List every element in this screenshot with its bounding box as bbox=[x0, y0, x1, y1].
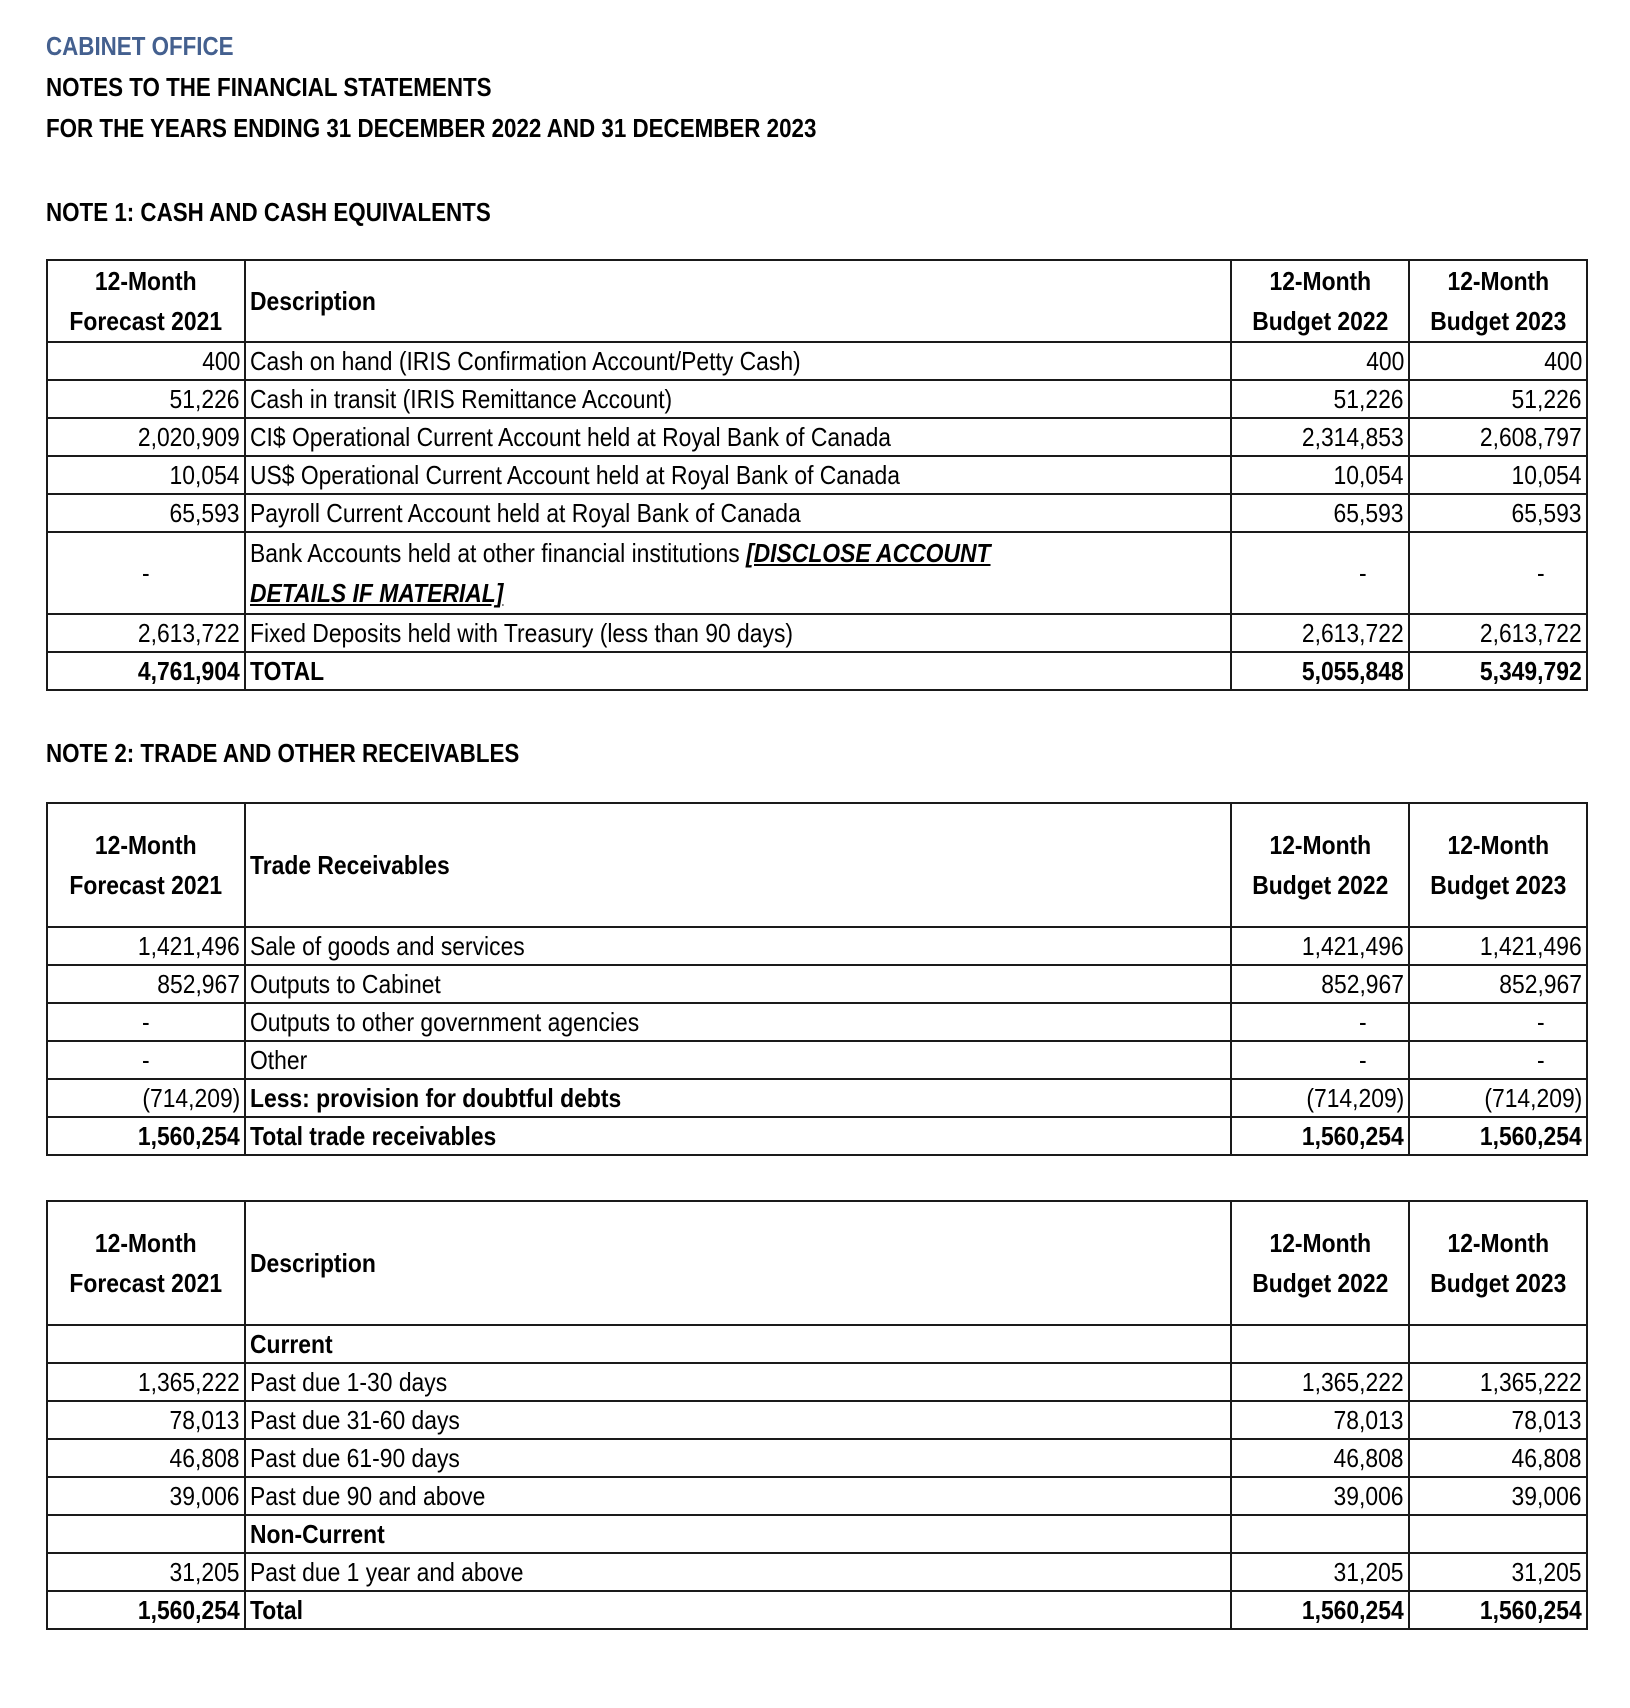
cell-empty bbox=[1231, 1515, 1409, 1553]
table-header-row bbox=[47, 1201, 1587, 1325]
cell-forecast: 400 bbox=[47, 342, 245, 380]
cell-total-label: TOTAL bbox=[245, 652, 1231, 690]
table-row bbox=[47, 1477, 1587, 1515]
cell-budget-2023-total: 1,560,254 bbox=[1409, 1117, 1587, 1155]
cell-budget-2022: 2,613,722 bbox=[1231, 614, 1409, 652]
cell-budget-2022-total: 1,560,254 bbox=[1231, 1117, 1409, 1155]
cell-budget-2022: 852,967 bbox=[1231, 965, 1409, 1003]
cell-forecast: 852,967 bbox=[47, 965, 245, 1003]
cell-forecast: 46,808 bbox=[47, 1439, 245, 1477]
cash-equivalents-table bbox=[46, 259, 1588, 691]
cell-budget-2022: 51,226 bbox=[1231, 380, 1409, 418]
cell-forecast-total: 1,560,254 bbox=[47, 1591, 245, 1629]
cell-budget-2023: 78,013 bbox=[1409, 1401, 1587, 1439]
cell-budget-2023: 852,967 bbox=[1409, 965, 1587, 1003]
cell-description: Cash on hand (IRIS Confirmation Account/Petty Cash) bbox=[245, 342, 1231, 380]
col-header-trade-receivables: Trade Receivables bbox=[245, 803, 1231, 927]
cell-budget-2023: 51,226 bbox=[1409, 380, 1587, 418]
cell-description: Past due 61-90 days bbox=[245, 1439, 1231, 1477]
cell-budget-2022-total: 1,560,254 bbox=[1231, 1591, 1409, 1629]
cell-budget-2023: 400 bbox=[1409, 342, 1587, 380]
organization-name: CABINET OFFICE bbox=[46, 31, 234, 61]
col-header-budget-2022: 12-Month Budget 2022 bbox=[1231, 803, 1409, 927]
trade-receivables-table bbox=[46, 802, 1588, 1156]
cell-description: Outputs to other government agencies bbox=[245, 1003, 1231, 1041]
section-row-noncurrent bbox=[47, 1515, 1587, 1553]
cell-empty bbox=[1409, 1515, 1587, 1553]
cell-description: CI$ Operational Current Account held at Royal Bank of Canada bbox=[245, 418, 1231, 456]
table-row bbox=[47, 1363, 1587, 1401]
cell-budget-2023-total: 5,349,792 bbox=[1409, 652, 1587, 690]
cell-forecast: 2,020,909 bbox=[47, 418, 245, 456]
cell-forecast: 51,226 bbox=[47, 380, 245, 418]
col-header-budget-2023: 12-Month Budget 2023 bbox=[1409, 260, 1587, 342]
cell-budget-2022: 46,808 bbox=[1231, 1439, 1409, 1477]
table-row bbox=[47, 1401, 1587, 1439]
cell-budget-2022: 400 bbox=[1231, 342, 1409, 380]
total-row bbox=[47, 652, 1587, 690]
cell-budget-2022: 10,054 bbox=[1231, 456, 1409, 494]
cell-forecast: 1,421,496 bbox=[47, 927, 245, 965]
section-label-current: Current bbox=[245, 1325, 1231, 1363]
cell-budget-2023: 39,006 bbox=[1409, 1477, 1587, 1515]
cell-budget-2023: 65,593 bbox=[1409, 494, 1587, 532]
total-row bbox=[47, 1117, 1587, 1155]
cell-forecast: - bbox=[47, 1003, 245, 1041]
table-row bbox=[47, 1553, 1587, 1591]
cell-budget-2023: 31,205 bbox=[1409, 1553, 1587, 1591]
cell-budget-2023-total: 1,560,254 bbox=[1409, 1591, 1587, 1629]
cell-description: Sale of goods and services bbox=[245, 927, 1231, 965]
cell-budget-2022: - bbox=[1231, 1041, 1409, 1079]
cell-forecast: 78,013 bbox=[47, 1401, 245, 1439]
table-row bbox=[47, 1439, 1587, 1477]
cell-forecast: 65,593 bbox=[47, 494, 245, 532]
cell-empty bbox=[1409, 1325, 1587, 1363]
cell-budget-2023: - bbox=[1409, 1003, 1587, 1041]
cell-budget-2022: 65,593 bbox=[1231, 494, 1409, 532]
cell-description: US$ Operational Current Account held at Royal Bank of Canada bbox=[245, 456, 1231, 494]
cell-description: Past due 90 and above bbox=[245, 1477, 1231, 1515]
cell-description: Payroll Current Account held at Royal Bank of Canada bbox=[245, 494, 1231, 532]
table-row bbox=[47, 927, 1587, 965]
note1-heading: NOTE 1: CASH AND CASH EQUIVALENTS bbox=[46, 197, 491, 227]
cell-description: Past due 31-60 days bbox=[245, 1401, 1231, 1439]
section-label-noncurrent: Non-Current bbox=[245, 1515, 1231, 1553]
col-header-forecast-2021: 12-Month Forecast 2021 bbox=[47, 803, 245, 927]
disclosure-placeholder: [DISCLOSE ACCOUNT DETAILS IF MATERIAL] bbox=[250, 538, 991, 608]
table-row bbox=[47, 965, 1587, 1003]
cell-description: Fixed Deposits held with Treasury (less than 90 days) bbox=[245, 614, 1231, 652]
cell-description: Outputs to Cabinet bbox=[245, 965, 1231, 1003]
cell-budget-2022: 1,365,222 bbox=[1231, 1363, 1409, 1401]
cell-description: Other bbox=[245, 1041, 1231, 1079]
cell-forecast: - bbox=[47, 1041, 245, 1079]
cell-budget-2022: 78,013 bbox=[1231, 1401, 1409, 1439]
col-header-forecast-2021: 12-Month Forecast 2021 bbox=[47, 1201, 245, 1325]
table-row bbox=[47, 380, 1587, 418]
cell-budget-2022: 39,006 bbox=[1231, 1477, 1409, 1515]
table-row bbox=[47, 532, 1587, 614]
cell-budget-2023: (714,209) bbox=[1409, 1079, 1587, 1117]
table-row bbox=[47, 342, 1587, 380]
cell-budget-2023: 10,054 bbox=[1409, 456, 1587, 494]
cell-total-label: Total bbox=[245, 1591, 1231, 1629]
col-header-budget-2022: 12-Month Budget 2022 bbox=[1231, 260, 1409, 342]
table-row bbox=[47, 418, 1587, 456]
cell-forecast-total: 1,560,254 bbox=[47, 1117, 245, 1155]
cell-budget-2023: 2,608,797 bbox=[1409, 418, 1587, 456]
cell-budget-2022: 2,314,853 bbox=[1231, 418, 1409, 456]
table-row bbox=[47, 456, 1587, 494]
col-header-description: Description bbox=[245, 260, 1231, 342]
table-row bbox=[47, 1003, 1587, 1041]
cell-budget-2022: (714,209) bbox=[1231, 1079, 1409, 1117]
cell-empty bbox=[1231, 1325, 1409, 1363]
cell-budget-2023: 2,613,722 bbox=[1409, 614, 1587, 652]
cell-description: Bank Accounts held at other financial institutions [DISCLOSE ACCOUNT DETAILS IF MATERIAL] bbox=[245, 532, 1231, 614]
cell-budget-2022-total: 5,055,848 bbox=[1231, 652, 1409, 690]
cell-budget-2023: 1,421,496 bbox=[1409, 927, 1587, 965]
cell-budget-2023: 46,808 bbox=[1409, 1439, 1587, 1477]
cell-forecast: 1,365,222 bbox=[47, 1363, 245, 1401]
cell-budget-2023: - bbox=[1409, 532, 1587, 614]
cell-total-label: Total trade receivables bbox=[245, 1117, 1231, 1155]
section-row-current bbox=[47, 1325, 1587, 1363]
cell-description: Past due 1-30 days bbox=[245, 1363, 1231, 1401]
document-title: NOTES TO THE FINANCIAL STATEMENTS bbox=[46, 72, 492, 102]
cell-forecast: 10,054 bbox=[47, 456, 245, 494]
cell-budget-2023: - bbox=[1409, 1041, 1587, 1079]
cell-forecast: 39,006 bbox=[47, 1477, 245, 1515]
cell-forecast: 31,205 bbox=[47, 1553, 245, 1591]
receivables-aging-table bbox=[46, 1200, 1588, 1630]
cell-budget-2022: 31,205 bbox=[1231, 1553, 1409, 1591]
total-row bbox=[47, 1591, 1587, 1629]
col-header-forecast-2021: 12-Month Forecast 2021 bbox=[47, 260, 245, 342]
table-row bbox=[47, 1041, 1587, 1079]
table-header-row bbox=[47, 260, 1587, 342]
cell-empty bbox=[47, 1515, 245, 1553]
table-row bbox=[47, 1079, 1587, 1117]
col-header-description: Description bbox=[245, 1201, 1231, 1325]
cell-description: Past due 1 year and above bbox=[245, 1553, 1231, 1591]
note2-heading: NOTE 2: TRADE AND OTHER RECEIVABLES bbox=[46, 738, 520, 768]
col-header-budget-2022: 12-Month Budget 2022 bbox=[1231, 1201, 1409, 1325]
cell-budget-2023: 1,365,222 bbox=[1409, 1363, 1587, 1401]
table-row bbox=[47, 494, 1587, 532]
col-header-budget-2023: 12-Month Budget 2023 bbox=[1409, 803, 1587, 927]
cell-budget-2022: 1,421,496 bbox=[1231, 927, 1409, 965]
table-header-row bbox=[47, 803, 1587, 927]
document-period: FOR THE YEARS ENDING 31 DECEMBER 2022 AND 31 DECEMBER 2023 bbox=[46, 113, 817, 143]
table-row bbox=[47, 614, 1587, 652]
cell-budget-2022: - bbox=[1231, 532, 1409, 614]
cell-forecast: 2,613,722 bbox=[47, 614, 245, 652]
cell-budget-2022: - bbox=[1231, 1003, 1409, 1041]
col-header-budget-2023: 12-Month Budget 2023 bbox=[1409, 1201, 1587, 1325]
cell-forecast: - bbox=[47, 532, 245, 614]
cell-description: Cash in transit (IRIS Remittance Account) bbox=[245, 380, 1231, 418]
cell-forecast-total: 4,761,904 bbox=[47, 652, 245, 690]
cell-description: Less: provision for doubtful debts bbox=[245, 1079, 1231, 1117]
cell-empty bbox=[47, 1325, 245, 1363]
cell-forecast: (714,209) bbox=[47, 1079, 245, 1117]
